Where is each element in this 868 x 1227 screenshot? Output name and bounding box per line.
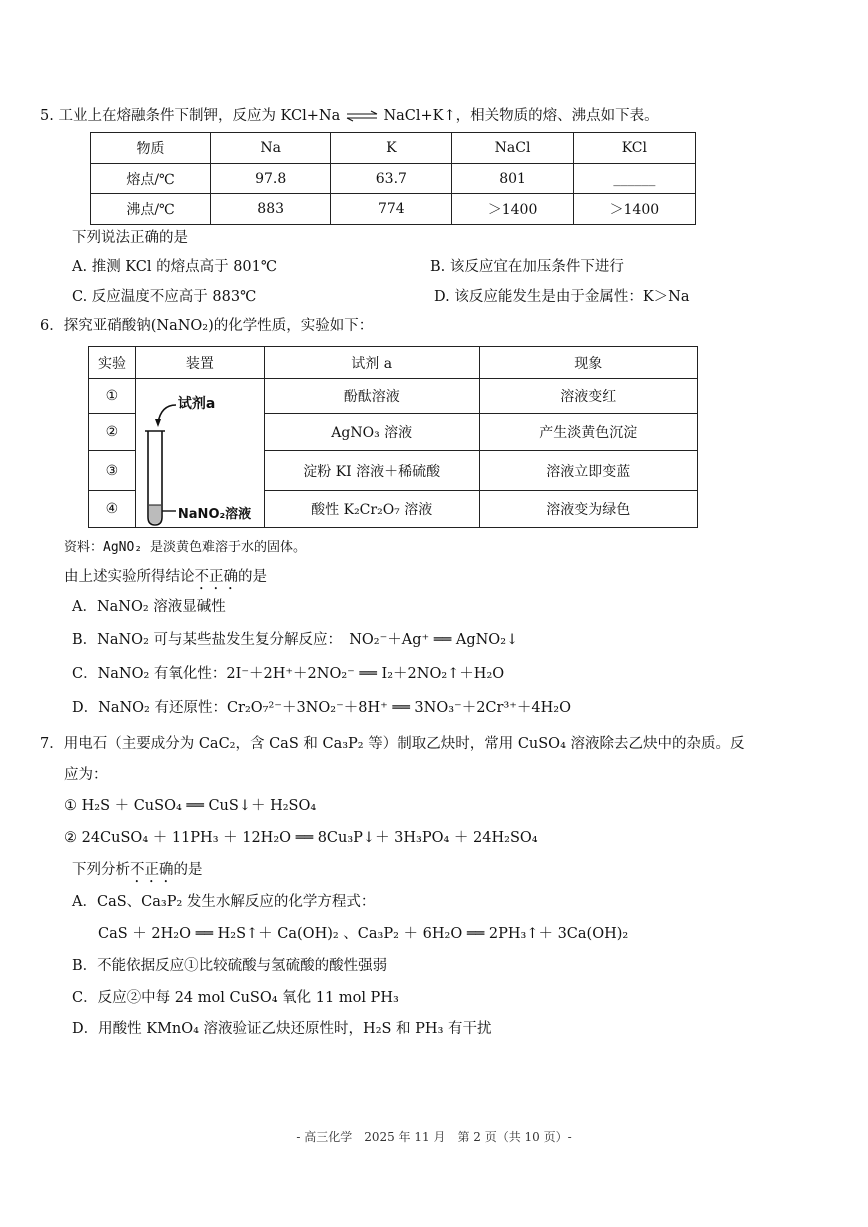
q5-cell: 801 — [452, 164, 573, 194]
q6-reagent-cell: 酚酞溶液 — [264, 379, 479, 414]
q7-prompt-b: 的是 — [173, 862, 203, 878]
q5-option-b: B. 该反应宜在加压条件下进行 — [430, 259, 624, 275]
q5-header-cell: Na — [211, 133, 331, 164]
q5-prompt: 下列说法正确的是 — [72, 230, 188, 246]
q6-table — [88, 346, 698, 528]
q5-stem — [40, 106, 659, 126]
q6-reagent-cell: 酸性 K₂Cr₂O₇ 溶液 — [264, 490, 479, 527]
q5-cell: 883 — [211, 194, 331, 225]
q7-prompt-emphasis: 不正确 — [130, 862, 174, 878]
q6-prompt-a: 由上述实验所得结论 — [64, 569, 195, 585]
q5-cell: ______ — [573, 164, 695, 194]
q6-option-d: D．NaNO₂ 有还原性：Cr₂O₇²⁻＋3NO₂⁻＋8H⁺ ══ 3NO₃⁻＋2Cr³⁺＋4H₂O — [72, 700, 571, 716]
q6-stem: 6．探究亚硝酸钠(NaNO₂)的化学性质，实验如下： — [40, 318, 374, 334]
apparatus-label-solution: NaNO₂溶液 — [177, 507, 252, 522]
q6-result-cell: 溶液变为绿色 — [479, 490, 698, 527]
q5-cell: 774 — [331, 194, 452, 225]
q5-stem-part1: 5. 工业上在熔融条件下制钾，反应为 KCl+Na — [40, 108, 341, 124]
q5-cell: ＞1400 — [573, 194, 695, 225]
q6-option-b: B．NaNO₂ 可与某些盐发生复分解反应： NO₂⁻＋Ag⁺ ══ AgNO₂↓ — [72, 632, 519, 648]
q7-option-d: D．用酸性 KMnO₄ 溶液验证乙炔还原性时，H₂S 和 PH₃ 有干扰 — [72, 1021, 492, 1037]
q5-cell: 熔点/℃ — [91, 164, 211, 194]
q7-option-a: A．CaS、Ca₃P₂ 发生水解反应的化学方程式： — [72, 894, 376, 910]
q5-table — [90, 132, 696, 225]
q6-header-cell: 装置 — [135, 347, 264, 379]
q7-equation-2: ② 24CuSO₄ ＋ 11PH₃ ＋ 12H₂O ══ 8Cu₃P↓＋ 3H₃PO₄ ＋ 24H₂SO₄ — [64, 830, 538, 846]
q5-option-a: A. 推测 KCl 的熔点高于 801℃ — [72, 259, 278, 275]
q7-prompt — [72, 860, 203, 886]
q6-header-cell: 现象 — [479, 347, 698, 379]
q5-stem-part2: NaCl+K↑，相关物质的熔、沸点如下表。 — [383, 108, 659, 124]
q6-prompt-b: 的是 — [238, 569, 267, 585]
q6-result-cell: 溶液变红 — [479, 379, 698, 414]
q6-reagent-cell: AgNO₃ 溶液 — [264, 414, 479, 451]
q7-option-c: C．反应②中每 24 mol CuSO₄ 氧化 11 mol PH₃ — [72, 990, 399, 1006]
q5-header-cell: 物质 — [91, 133, 211, 164]
q5-header-cell: KCl — [573, 133, 695, 164]
q7-option-b: B．不能依据反应①比较硫酸与氢硫酸的酸性强弱 — [72, 958, 388, 974]
apparatus-label-reagent: 试剂a — [177, 396, 216, 412]
q6-num-cell: ③ — [89, 451, 136, 490]
q6-apparatus-cell — [135, 379, 264, 528]
q6-result-cell: 产生淡黄色沉淀 — [479, 414, 698, 451]
q6-num-cell: ① — [89, 379, 136, 414]
q6-prompt-emphasis: 不正确 — [194, 569, 238, 585]
q5-cell: 63.7 — [331, 164, 452, 194]
q5-option-d: D. 该反应能发生是由于金属性：K＞Na — [434, 289, 690, 305]
q7-option-a-equation: CaS ＋ 2H₂O ══ H₂S↑＋ Ca(OH)₂ 、Ca₃P₂ ＋ 6H₂O ══ 2PH₃↑＋ 3Ca(OH)₂ — [98, 926, 629, 942]
q5-cell: 97.8 — [211, 164, 331, 194]
page-footer: - 高三化学 2025 年 11 月 第 2 页（共 10 页）- — [296, 1130, 572, 1144]
q6-reagent-cell: 淀粉 KI 溶液＋稀硫酸 — [264, 451, 479, 490]
q5-cell: 沸点/℃ — [91, 194, 211, 225]
q7-stem-line1: 7．用电石（主要成分为 CaC₂，含 CaS 和 Ca₃P₂ 等）制取乙炔时，常用 CuSO₄ 溶液除去乙炔中的杂质。反 — [40, 736, 745, 752]
equilibrium-arrow-icon — [345, 110, 379, 122]
q6-prompt — [64, 567, 267, 593]
q5-header-cell: NaCl — [452, 133, 573, 164]
q6-header-cell: 试剂 a — [264, 347, 479, 379]
q6-option-a: A．NaNO₂ 溶液显碱性 — [72, 599, 226, 615]
q6-result-cell: 溶液立即变蓝 — [479, 451, 698, 490]
q6-header-cell: 实验 — [89, 347, 136, 379]
q6-note: 资料：AgNO₂ 是淡黄色难溶于水的固体。 — [64, 540, 306, 555]
q5-header-cell: K — [331, 133, 452, 164]
q6-num-cell: ② — [89, 414, 136, 451]
q5-option-c: C. 反应温度不应高于 883℃ — [72, 289, 257, 305]
q6-num-cell: ④ — [89, 490, 136, 527]
q5-cell: ＞1400 — [452, 194, 573, 225]
q7-equation-1: ① H₂S ＋ CuSO₄ ══ CuS↓＋ H₂SO₄ — [64, 798, 317, 814]
q7-stem-line2: 应为： — [64, 767, 108, 783]
q7-prompt-a: 下列分析 — [72, 862, 130, 878]
q6-option-c: C．NaNO₂ 有氧化性：2I⁻＋2H⁺＋2NO₂⁻ ══ I₂＋2NO₂↑＋H₂O — [72, 666, 505, 682]
